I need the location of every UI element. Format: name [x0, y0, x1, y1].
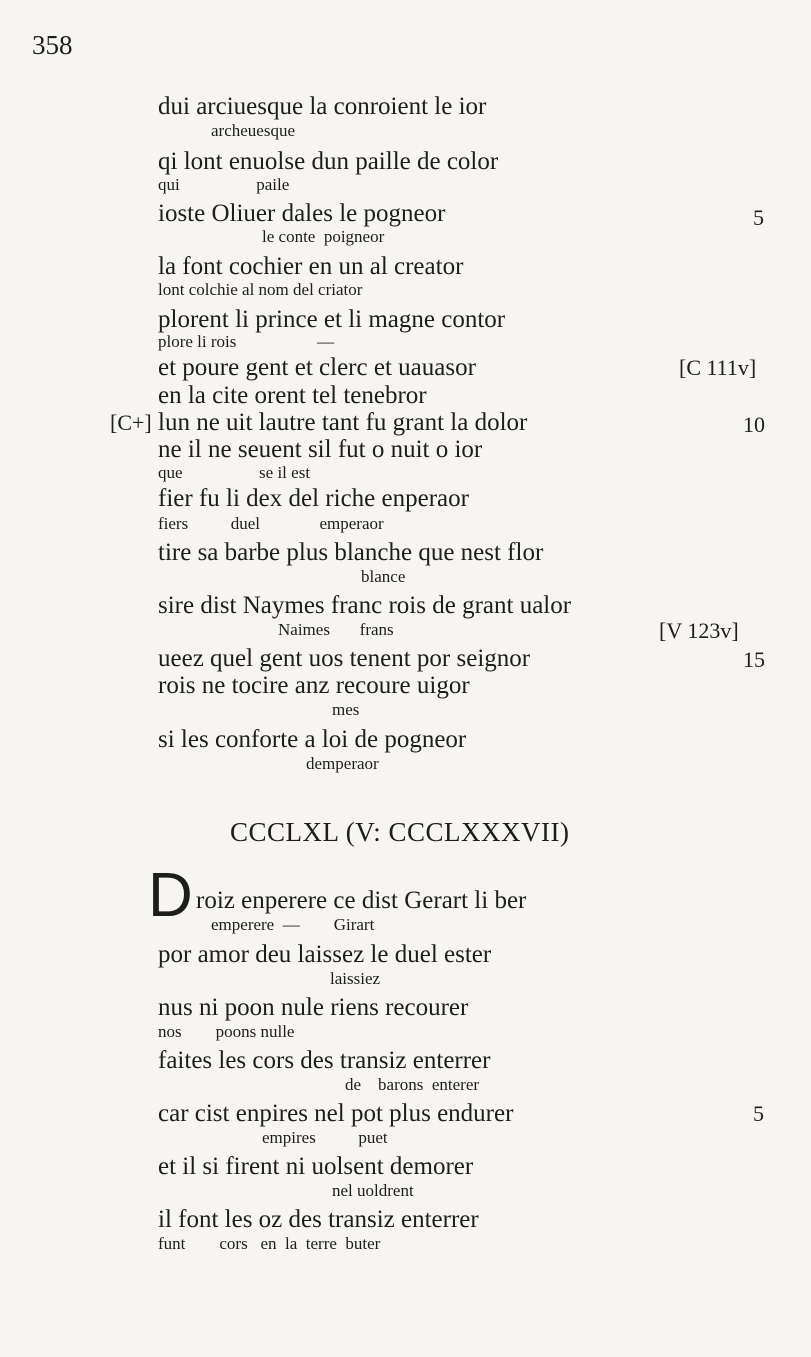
verse-line: por amor deu laissez le duel ester: [158, 941, 492, 968]
variant-line: lont colchie al nom del criator: [158, 280, 363, 299]
variant-line: nel uoldrent: [332, 1181, 414, 1200]
variant-line: empires puet: [262, 1128, 388, 1147]
verse-line: ne il ne seuent sil fut o nuit o ior: [158, 436, 483, 463]
line-number-10: 10: [743, 412, 765, 437]
variant-line: de barons enterer: [345, 1075, 480, 1094]
verse-line: dui arciuesque la conroient le ior: [158, 93, 487, 120]
verse-line: roiz enperere ce dist Gerart li ber: [196, 887, 527, 914]
verse-line: rois ne tocire anz recoure uigor: [158, 672, 470, 699]
line-number-5: 5: [753, 1101, 764, 1126]
verse-line: ueez quel gent uos tenent por seignor: [158, 645, 531, 672]
verse-line: ioste Oliuer dales le pogneor: [158, 200, 446, 227]
variant-line: blance: [361, 567, 406, 586]
manuscript-ref-c: [C 111v]: [679, 355, 757, 380]
verse-line: faites les cors des transiz enterrer: [158, 1047, 491, 1074]
line-number-5: 5: [753, 205, 764, 230]
variant-line: laissiez: [330, 969, 381, 988]
variant-line: le conte poigneor: [262, 227, 385, 246]
variant-line: demperaor: [306, 754, 379, 773]
variant-line: que se il est: [158, 463, 311, 482]
verse-line: car cist enpires nel pot plus endurer: [158, 1100, 514, 1127]
variant-line: mes: [332, 700, 360, 719]
verse-line: et poure gent et clerc et uauasor: [158, 354, 476, 381]
page-number: 358: [32, 30, 73, 60]
verse-line: si les conforte a loi de pogneor: [158, 726, 467, 753]
verse-line: qi lont enuolse dun paille de color: [158, 148, 499, 175]
verse-line: plorent li prince et li magne contor: [158, 306, 506, 333]
verse-line: la font cochier en un al creator: [158, 253, 464, 280]
variant-line: funt cors en la terre buter: [158, 1234, 381, 1253]
verse-line: fier fu li dex del riche enperaor: [158, 485, 469, 512]
verse-line: nus ni poon nule riens recourer: [158, 994, 469, 1021]
manuscript-ref-plus: [C+]: [110, 410, 152, 435]
variant-line: fiers duel emperaor: [158, 514, 384, 533]
variant-line: archeuesque: [211, 121, 296, 140]
stanza-heading: CCCLXL (V: CCCLXXXVII): [230, 817, 570, 847]
line-number-15: 15: [743, 647, 765, 672]
variant-line: qui paile: [158, 175, 290, 194]
verse-line: tire sa barbe plus blanche que nest flor: [158, 539, 544, 566]
verse-line: lun ne uit lautre tant fu grant la dolor: [158, 409, 528, 436]
verse-line: et il si firent ni uolsent demorer: [158, 1153, 474, 1180]
variant-line: Naimes frans: [278, 620, 394, 639]
verse-line: il font les oz des transiz enterrer: [158, 1206, 479, 1233]
variant-line: plore li rois —: [158, 332, 335, 351]
verse-line: sire dist Naymes franc rois de grant ualor: [158, 592, 572, 619]
drop-cap: D: [148, 861, 193, 930]
variant-line: emperere — Girart: [211, 915, 375, 934]
verse-line: en la cite orent tel tenebror: [158, 382, 427, 409]
manuscript-ref-v: [V 123v]: [659, 618, 739, 643]
variant-line: nos poons nulle: [158, 1022, 295, 1041]
